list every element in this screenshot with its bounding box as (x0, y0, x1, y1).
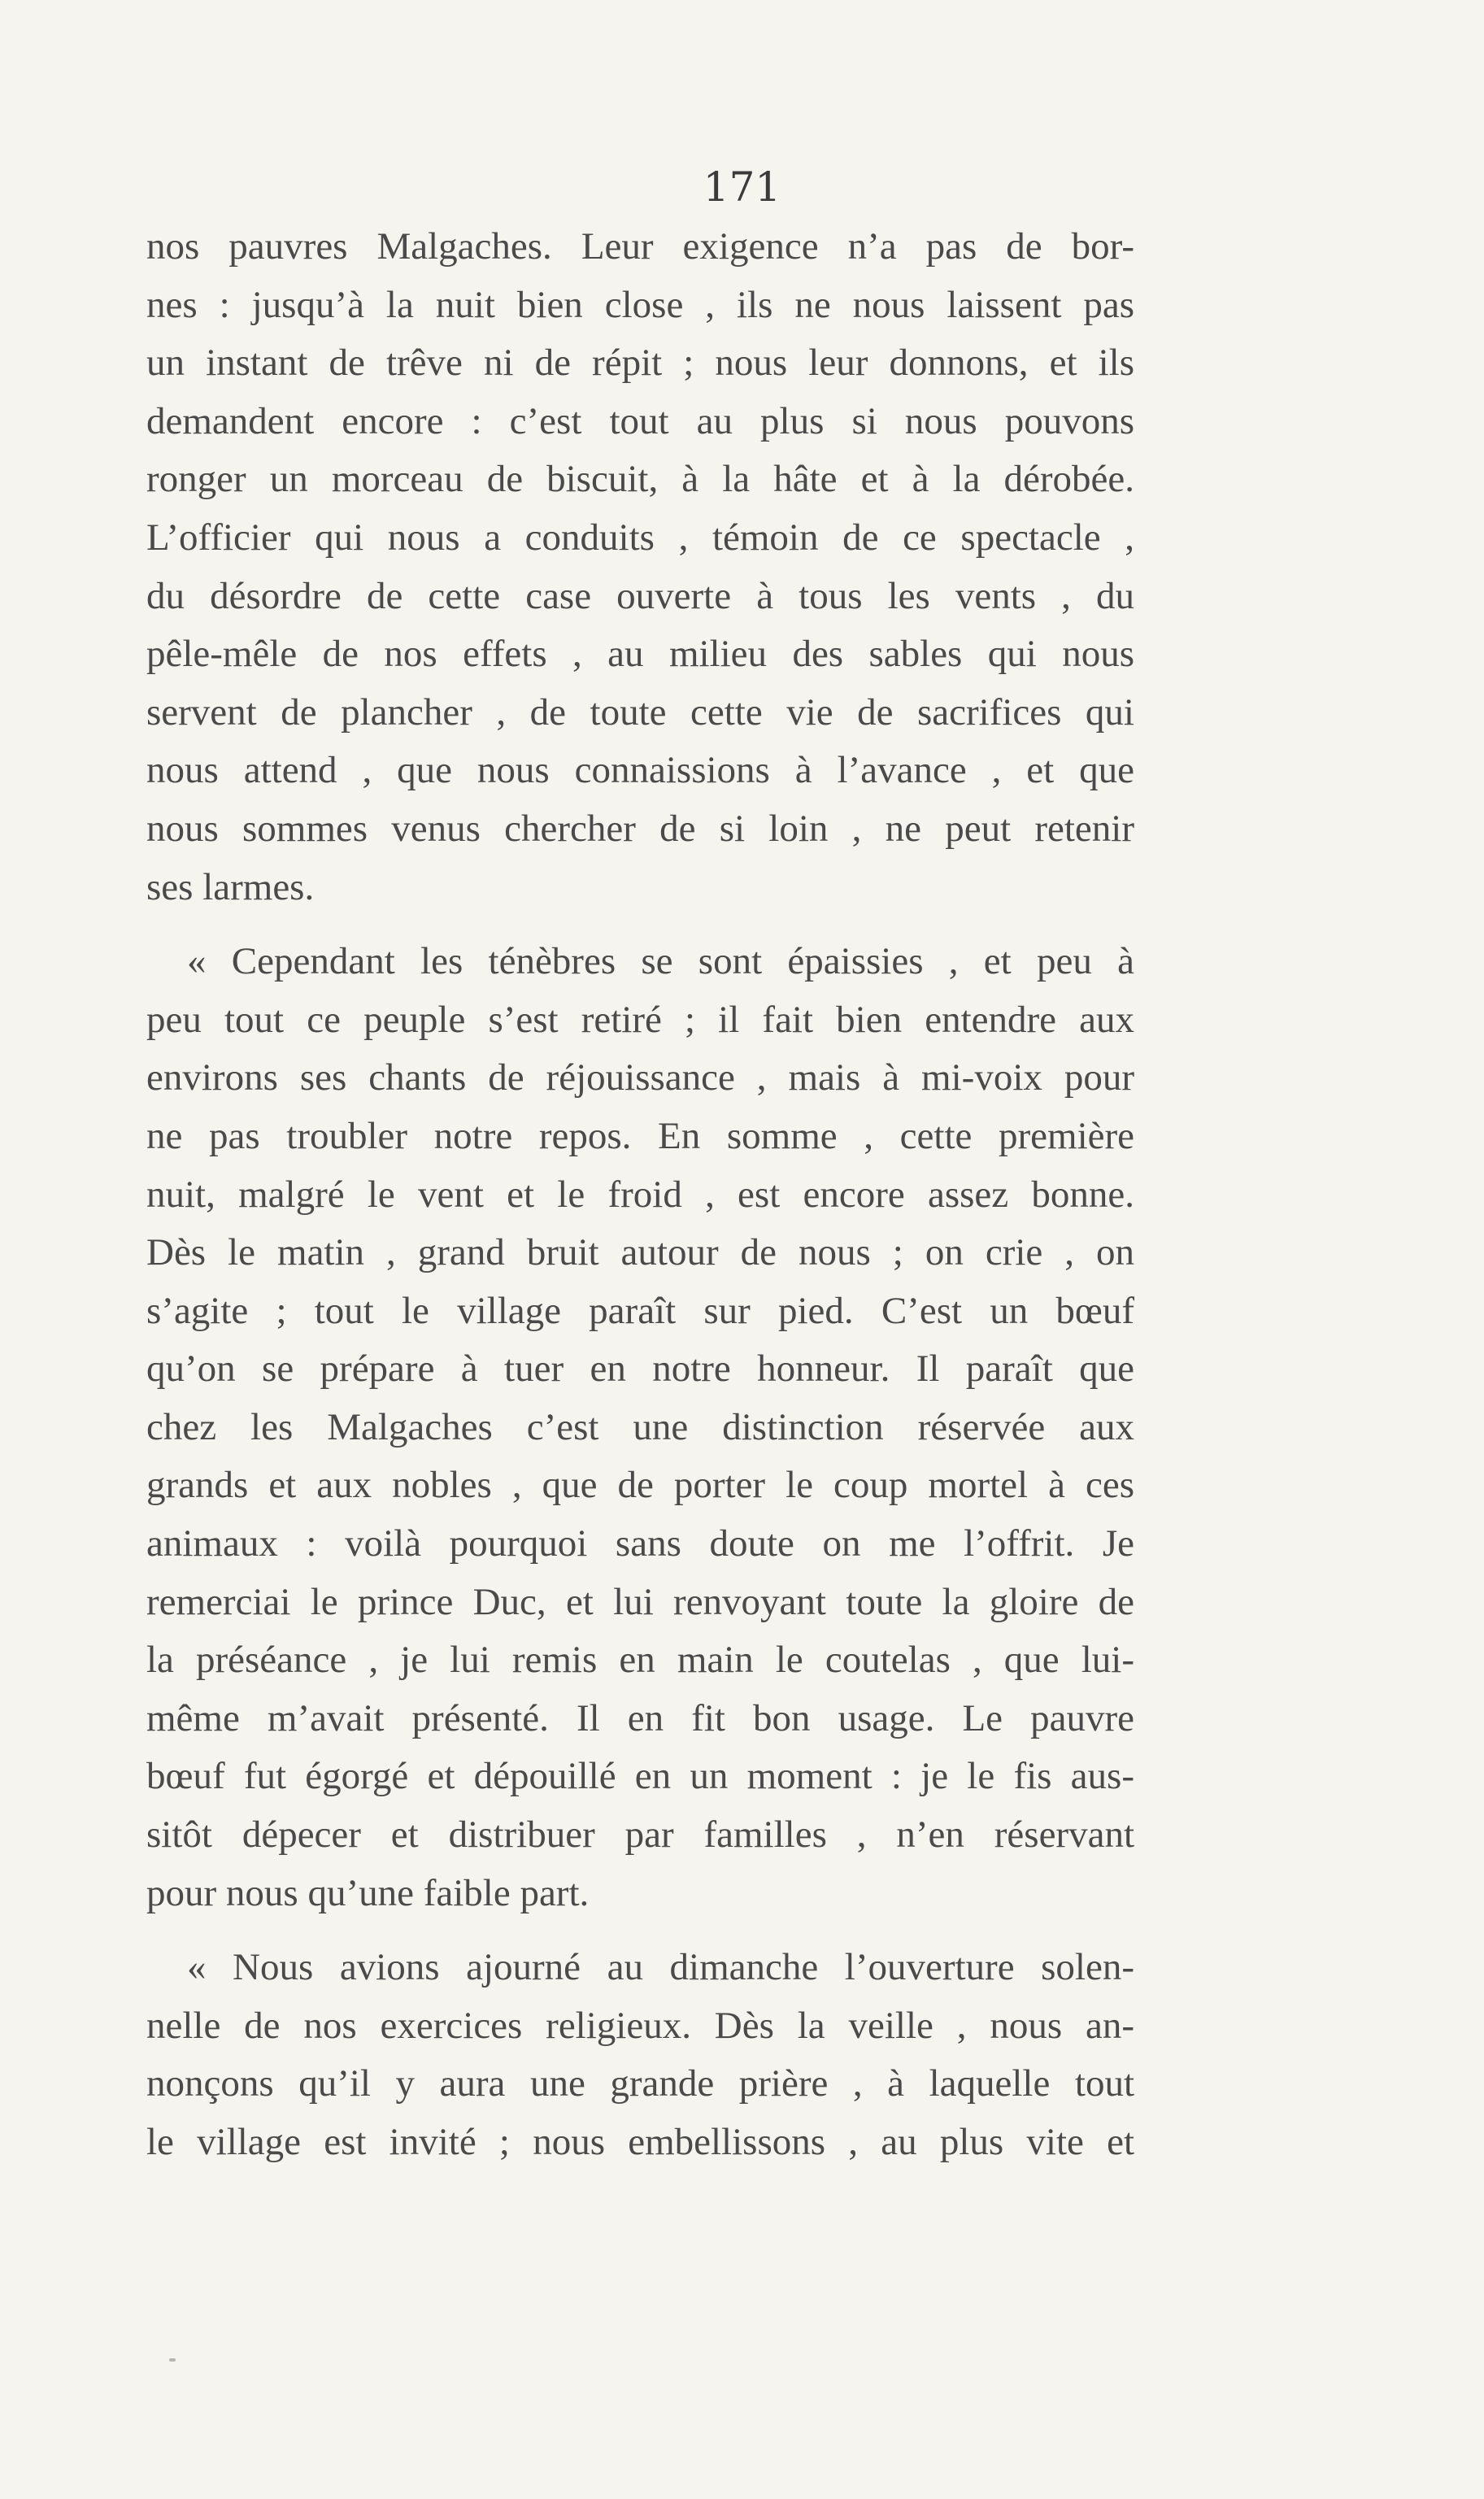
text-line: nuit, malgré le vent et le froid , est encore assez bonne. (146, 1173, 1134, 1216)
text-line: animaux : voilà pourquoi sans doute on me l’offrit. Je (146, 1522, 1134, 1565)
text-line: même m’avait présenté. Il en fit bon usage. Le pauvre (146, 1696, 1134, 1739)
paragraph-gap (146, 1922, 1134, 1939)
text-line: ronger un morceau de biscuit, à la hâte et à la dérobée. (146, 458, 1134, 501)
text-line: s’agite ; tout le village paraît sur pied. C’est un bœuf (146, 1289, 1134, 1332)
text-line: ne pas troubler notre repos. En somme , cette première (146, 1114, 1134, 1157)
text-line: environs ses chants de réjouissance , mais à mi-voix pour (146, 1056, 1134, 1099)
text-line: ses larmes. (146, 865, 315, 908)
text-line: nelle de nos exercices religieux. Dès la veille , nous an- (146, 2004, 1134, 2047)
text-line: grands et aux nobles , que de porter le coup mortel à ces (146, 1464, 1134, 1507)
text-line: un instant de trêve ni de répit ; nous leur donnons, et ils (146, 342, 1134, 385)
text-line: « Nous avions ajourné au dimanche l’ouverture solen- (187, 1946, 1134, 1989)
text-line: sitôt dépecer et distribuer par familles , n’en réservant (146, 1813, 1134, 1857)
text-line: L’officier qui nous a conduits , témoin de ce spectacle , (146, 516, 1134, 559)
text-line: la préséance , je lui remis en main le coutelas , que lui- (146, 1639, 1134, 1682)
text-line: pêle-mêle de nos effets , au milieu des sables qui nous (146, 633, 1134, 676)
paragraph-gap (146, 916, 1134, 933)
text-line: nes : jusqu’à la nuit bien close , ils ne nous laissent pas (146, 283, 1134, 326)
text-line: qu’on se prépare à tuer en notre honneur. Il paraît que (146, 1347, 1134, 1391)
text-line: nous attend , que nous connaissions à l’avance , et que (146, 749, 1134, 792)
text-line: le village est invité ; nous embellissons , au plus vite et (146, 2121, 1134, 2163)
text-line: pour nous qu’une faible part. (146, 1871, 590, 1914)
text-line: remerciai le prince Duc, et lui renvoyant toute la gloire de (146, 1580, 1134, 1623)
text-line: demandent encore : c’est tout au plus si nous pouvons (146, 399, 1134, 442)
text-line: nous sommes venus chercher de si loin , ne peut retenir (146, 807, 1134, 850)
body-text (146, 218, 1134, 2172)
text-line: bœuf fut égorgé et dépouillé en un moment : je le fis aus- (146, 1755, 1134, 1798)
text-line: nos pauvres Malgaches. Leur exigence n’a pas de bor- (146, 225, 1134, 268)
text-line: peu tout ce peuple s’est retiré ; il fait bien entendre aux (146, 998, 1134, 1041)
print-speck (169, 2358, 176, 2362)
text-line: servent de plancher , de toute cette vie de sacrifices qui (146, 690, 1134, 734)
text-line: « Cependant les ténèbres se sont épaissies , et peu à (187, 940, 1134, 983)
text-line: nonçons qu’il y aura une grande prière , à laquelle tout (146, 2062, 1134, 2105)
text-line: du désordre de cette case ouverte à tous les vents , du (146, 574, 1134, 617)
text-line: Dès le matin , grand bruit autour de nous ; on crie , on (146, 1231, 1134, 1274)
page-number: 171 (703, 163, 781, 211)
text-line: chez les Malgaches c’est une distinction réservée aux (146, 1405, 1134, 1448)
